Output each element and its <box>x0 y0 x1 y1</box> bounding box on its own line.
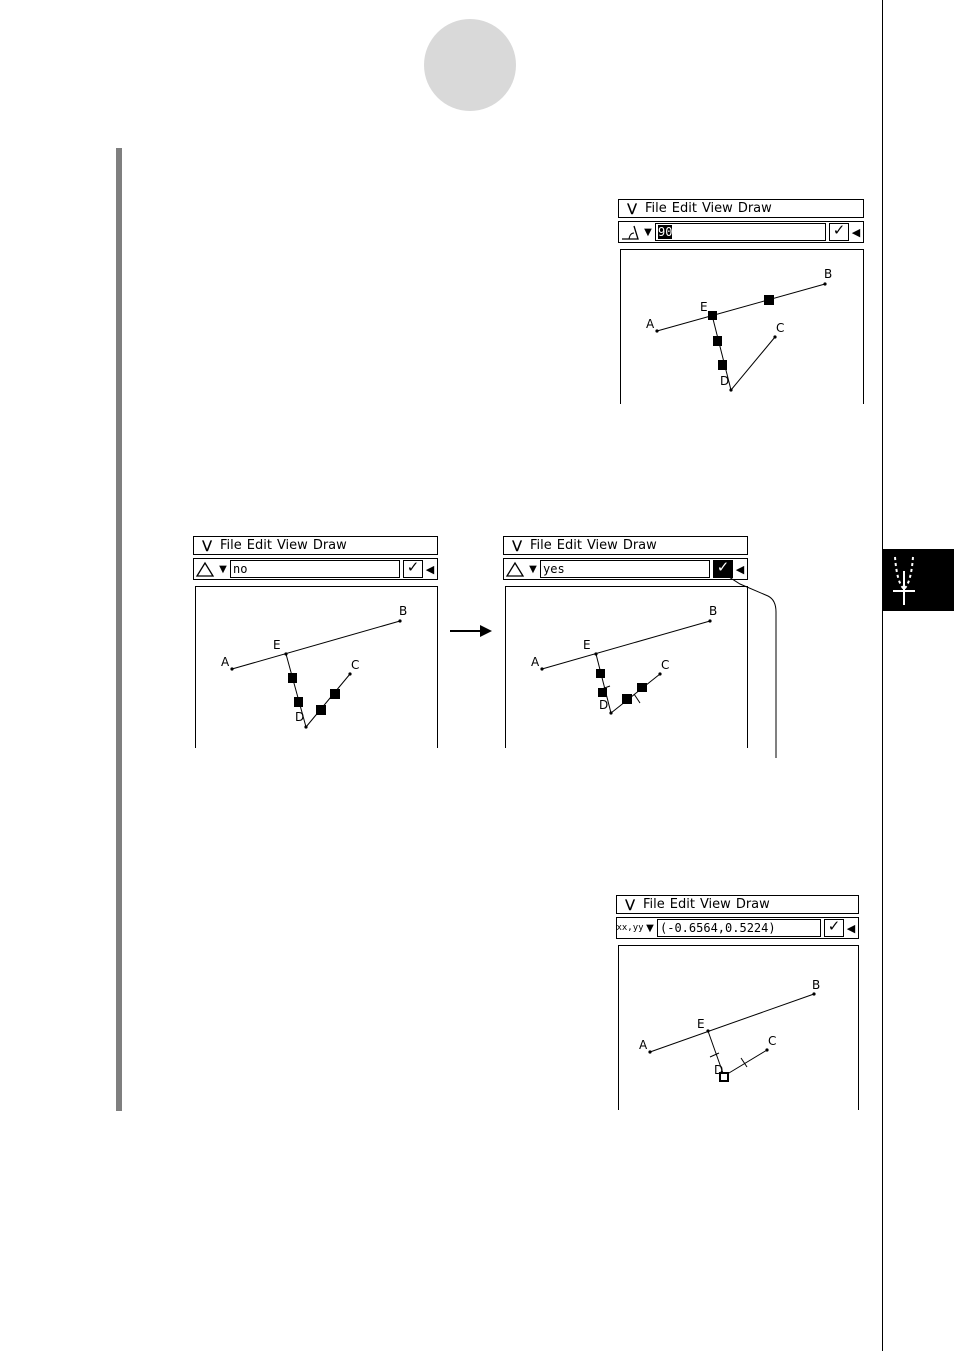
measurement-value-field[interactable]: 90 <box>655 223 826 241</box>
menu-file[interactable]: File <box>645 201 667 216</box>
menu-file[interactable]: File <box>220 538 242 553</box>
double-chevron-down-icon[interactable]: ⋁ <box>511 538 523 552</box>
point-label-e: E <box>583 638 591 652</box>
geometry-canvas[interactable] <box>195 586 438 748</box>
triangle-icon[interactable] <box>194 559 216 579</box>
point-label-b: B <box>824 267 833 281</box>
point-label-a: A <box>531 655 540 669</box>
menu-view[interactable]: View <box>276 538 308 553</box>
point-label-e: E <box>700 300 708 314</box>
toolbar-scroll-left-icon[interactable]: ◀ <box>851 225 861 239</box>
dropdown-arrow-icon[interactable]: ▼ <box>219 563 227 575</box>
double-chevron-down-icon[interactable]: ⋁ <box>201 538 213 552</box>
angle-icon[interactable] <box>619 222 641 242</box>
menu-file[interactable]: File <box>643 897 665 912</box>
xy-coordinate-icon[interactable]: xx,yy <box>616 923 644 933</box>
double-chevron-down-icon[interactable]: ⋁ <box>624 897 636 911</box>
measurement-value-field[interactable]: no <box>230 560 400 578</box>
point-label-e: E <box>273 638 281 652</box>
menu-view[interactable]: View <box>701 201 733 216</box>
menu-draw[interactable]: Draw <box>622 538 657 553</box>
checkmark-icon: ✓ <box>716 558 730 576</box>
menu-bar <box>193 536 438 555</box>
point-label-d: D <box>295 710 305 724</box>
double-chevron-down-icon[interactable]: ⋁ <box>626 201 638 215</box>
toolbar-scroll-left-icon[interactable]: ◀ <box>425 562 435 576</box>
apply-checkbox-button[interactable] <box>829 223 849 241</box>
point-label-c: C <box>768 1034 777 1048</box>
calculator-screen-4 <box>616 895 859 1110</box>
dropdown-arrow-icon[interactable]: ▼ <box>529 563 537 575</box>
page-number-circle <box>424 19 516 111</box>
measurement-toolbar <box>618 221 864 243</box>
point-label-b: B <box>709 604 718 618</box>
apply-checkbox-button[interactable] <box>824 919 844 937</box>
toolbar-scroll-left-icon[interactable]: ◀ <box>735 562 745 576</box>
callout-leader-line <box>700 560 790 765</box>
menu-view[interactable]: View <box>699 897 731 912</box>
right-margin-rule <box>882 0 883 1351</box>
toolbar-scroll-left-icon[interactable]: ◀ <box>846 921 856 935</box>
point-label-d: D <box>599 698 609 712</box>
checkmark-icon: ✓ <box>406 558 420 576</box>
geometry-canvas[interactable] <box>618 945 859 1110</box>
point-label-d: D <box>720 374 730 388</box>
measurement-toolbar <box>616 917 859 939</box>
point-label-c: C <box>776 321 785 335</box>
menu-edit[interactable]: Edit <box>671 201 697 216</box>
checkmark-icon: ✓ <box>832 221 846 239</box>
menu-edit[interactable]: Edit <box>556 538 582 553</box>
menu-edit[interactable]: Edit <box>669 897 695 912</box>
geometry-app-icon <box>883 549 954 611</box>
triangle-icon[interactable] <box>504 559 526 579</box>
measurement-value-field[interactable]: yes <box>540 560 710 578</box>
apply-checkbox-button[interactable] <box>403 560 423 578</box>
menu-view[interactable]: View <box>586 538 618 553</box>
menu-bar <box>618 199 864 218</box>
dropdown-arrow-icon[interactable]: ▼ <box>646 922 654 934</box>
menu-draw[interactable]: Draw <box>737 201 772 216</box>
point-label-a: A <box>646 317 655 331</box>
calculator-screen-2 <box>193 536 438 748</box>
geometry-figure <box>621 250 865 405</box>
chapter-tab <box>883 549 954 611</box>
geometry-canvas[interactable] <box>620 249 864 404</box>
point-label-b: B <box>399 604 408 618</box>
measurement-value-field[interactable]: (-0.6564,0.5224) <box>657 919 821 937</box>
point-label-d: D <box>714 1063 724 1077</box>
menu-draw[interactable]: Draw <box>735 897 770 912</box>
point-label-c: C <box>351 658 360 672</box>
menu-bar <box>616 895 859 914</box>
right-arrow-icon <box>448 622 494 640</box>
menu-bar <box>503 536 748 555</box>
calculator-screen-1 <box>618 199 864 404</box>
menu-edit[interactable]: Edit <box>246 538 272 553</box>
section-margin-bar <box>116 148 122 1111</box>
checkmark-icon: ✓ <box>827 917 841 935</box>
point-label-c: C <box>661 658 670 672</box>
menu-file[interactable]: File <box>530 538 552 553</box>
geometry-figure <box>196 587 439 749</box>
menu-draw[interactable]: Draw <box>312 538 347 553</box>
point-label-e: E <box>697 1017 705 1031</box>
measurement-toolbar <box>193 558 438 580</box>
point-label-a: A <box>221 655 230 669</box>
point-label-a: A <box>639 1038 648 1052</box>
point-label-b: B <box>812 978 821 992</box>
geometry-figure <box>619 946 860 1111</box>
dropdown-arrow-icon[interactable]: ▼ <box>644 226 652 238</box>
